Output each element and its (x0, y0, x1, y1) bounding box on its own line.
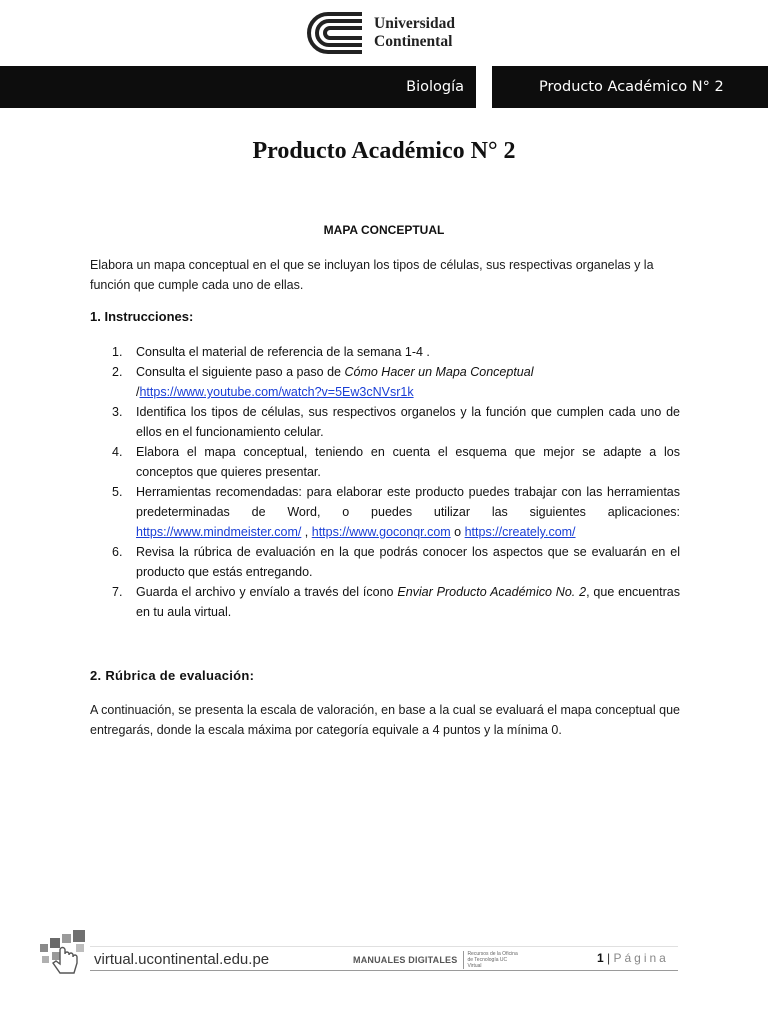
course-bar (0, 66, 476, 108)
logo-line1: Universidad (374, 15, 455, 32)
footer-divider (90, 970, 678, 971)
youtube-link[interactable]: https://www.youtube.com/watch?v=5Ew3cNVsr1k (139, 385, 414, 399)
rubric-heading: 2. Rúbrica de evaluación: (90, 668, 255, 683)
mindmeister-link[interactable]: https://www.mindmeister.com/ (136, 525, 302, 539)
hand-touch-icon (38, 930, 94, 976)
footer-divider-top (90, 946, 678, 947)
instructions-heading: 1. Instrucciones: (90, 309, 194, 324)
list-item: 5. Herramientas recomendadas: para elaborar este producto puedes trabajar con las herramientas predeterminadas de Word, o puedes utilizar las siguientes aplicaciones: https://www.mindmeister.com/ , https://www.goconqr.com o https://creately.com/ (112, 485, 680, 539)
rubric-paragraph: A continuación, se presenta la escala de valoración, en base a la cual se evaluará el mapa conceptual que entregarás, donde la escala máxima por categoría equivale a 4 puntos y la mínima 0. (90, 703, 680, 737)
intro-paragraph: Elabora un mapa conceptual en el que se incluyan los tipos de células, sus respectivas organelas y la función que cumple cada uno de ellas. (90, 258, 654, 292)
product-label: Producto Académico N° 2 (539, 79, 724, 95)
logo-text (374, 15, 455, 51)
list-item: 4. Elabora el mapa conceptual, teniendo en cuenta el esquema que mejor se adapte a los conceptos que quieres presentar. (112, 445, 680, 479)
goconqr-link[interactable]: https://www.goconqr.com (311, 525, 451, 539)
continental-logo-icon (306, 10, 366, 56)
logo-line2: Continental (374, 33, 453, 50)
manuales-digitales-badge (353, 951, 519, 969)
section-subtitle: MAPA CONCEPTUAL (323, 223, 445, 237)
footer-url: virtual.ucontinental.edu.pe (94, 951, 270, 968)
badge-label: MANUALES DIGITALES (353, 955, 458, 965)
list-item: 2. Consulta el siguiente paso a paso de Cómo Hacer un Mapa Conceptual /https://www.youtube.com/watch?v=5Ew3cNVsr1k (112, 365, 534, 399)
page-title: Producto Académico N° 2 (252, 138, 516, 164)
badge-sublabel: Recursos de la Oficina de Tecnología UC Virtual (463, 951, 519, 969)
page-number: 1 | Página (597, 951, 669, 965)
instructions-list (90, 342, 680, 622)
list-item: 7. Guarda el archivo y envíalo a través del ícono Enviar Producto Académico No. 2, que encuentras en tu aula virtual. (112, 585, 680, 619)
list-item: 1. Consulta el material de referencia de la semana 1-4 . (112, 345, 430, 359)
creately-link[interactable]: https://creately.com/ (464, 525, 576, 539)
product-bar (492, 66, 768, 108)
course-name: Biología (406, 79, 464, 95)
list-item: 6. Revisa la rúbrica de evaluación en la que podrás conocer los aspectos que se evaluarán en el producto que estás entregando. (112, 545, 680, 579)
list-item: 3. Identifica los tipos de células, sus respectivos organelos y la función que cumplen cada uno de ellos en el funcionamiento celular. (112, 405, 680, 439)
university-logo (306, 10, 455, 56)
